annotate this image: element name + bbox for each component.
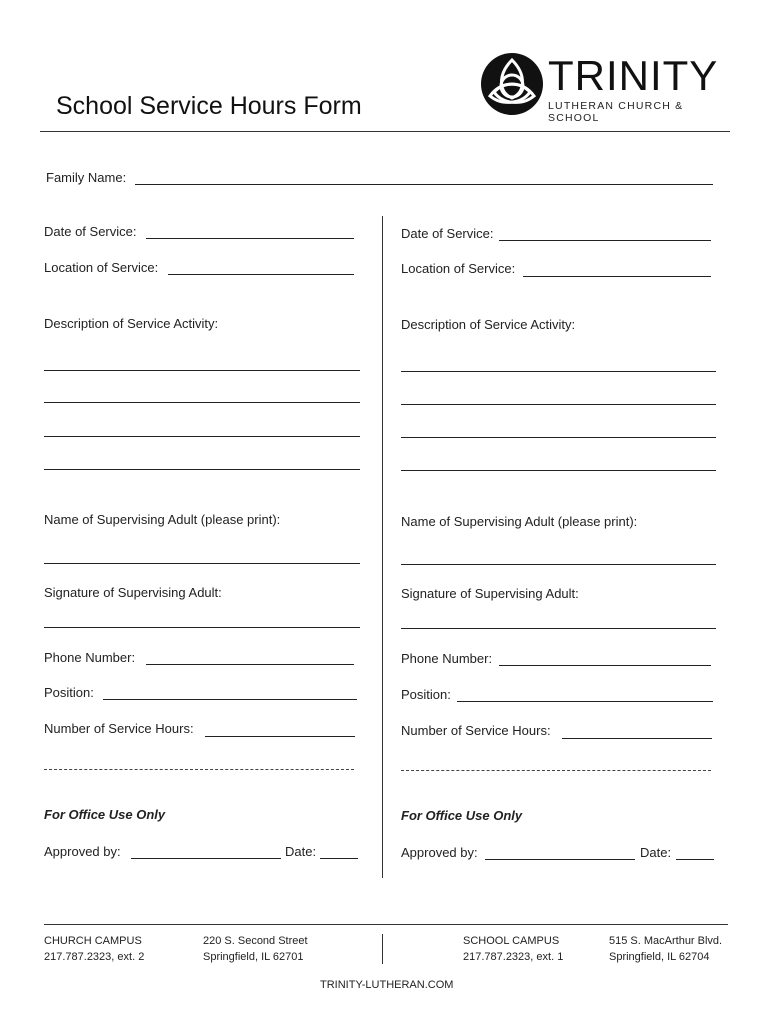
column-divider xyxy=(382,216,383,878)
description-line-4[interactable] xyxy=(401,470,716,471)
church-street: 220 S. Second Street xyxy=(203,935,308,947)
approved-by-label: Approved by: xyxy=(44,844,121,859)
supervisor-name-field[interactable] xyxy=(44,563,360,564)
date-of-service-field[interactable] xyxy=(146,238,354,239)
family-name-field[interactable] xyxy=(135,184,713,185)
header-rule xyxy=(40,131,730,132)
supervisor-signature-label: Signature of Supervising Adult: xyxy=(44,585,222,600)
description-line-1[interactable] xyxy=(401,371,716,372)
date-of-service-label: Date of Service: xyxy=(401,226,494,241)
description-label: Description of Service Activity: xyxy=(401,317,576,332)
trinity-logo xyxy=(480,50,730,124)
trinity-knot-icon xyxy=(480,52,544,116)
approved-by-field[interactable] xyxy=(131,858,281,859)
church-campus-title: CHURCH CAMPUS xyxy=(44,935,142,947)
hours-label: Number of Service Hours: xyxy=(401,723,551,738)
position-label: Position: xyxy=(401,687,451,702)
dashed-separator xyxy=(44,769,354,770)
description-label: Description of Service Activity: xyxy=(44,316,219,331)
supervisor-name-field[interactable] xyxy=(401,564,716,565)
family-name-label: Family Name: xyxy=(46,170,127,185)
logo-wordmark: TRINITY xyxy=(548,52,719,99)
approval-date-field[interactable] xyxy=(320,858,358,859)
footer-divider xyxy=(382,934,383,964)
description-line-1[interactable] xyxy=(44,370,360,371)
school-city: Springfield, IL 62704 xyxy=(609,951,710,963)
location-of-service-field[interactable] xyxy=(523,276,711,277)
school-campus-phone: 217.787.2323, ext. 1 xyxy=(463,951,564,963)
dashed-separator xyxy=(401,770,711,771)
supervisor-signature-field[interactable] xyxy=(44,627,360,628)
approved-by-label: Approved by: xyxy=(401,845,478,860)
approval-date-field[interactable] xyxy=(676,859,714,860)
church-city: Springfield, IL 62701 xyxy=(203,951,304,963)
school-street: 515 S. MacArthur Blvd. xyxy=(609,935,723,947)
phone-field[interactable] xyxy=(499,665,711,666)
school-campus-title: SCHOOL CAMPUS xyxy=(463,935,560,947)
office-use-heading: For Office Use Only xyxy=(44,807,166,822)
church-campus-phone: 217.787.2323, ext. 2 xyxy=(44,951,145,963)
phone-field[interactable] xyxy=(146,664,354,665)
supervisor-signature-field[interactable] xyxy=(401,628,716,629)
date-of-service-field[interactable] xyxy=(499,240,711,241)
description-line-4[interactable] xyxy=(44,469,360,470)
location-of-service-label: Location of Service: xyxy=(401,261,516,276)
phone-label: Phone Number: xyxy=(401,651,493,666)
office-use-heading: For Office Use Only xyxy=(401,808,523,823)
school-campus-block xyxy=(463,933,563,965)
supervisor-name-label: Name of Supervising Adult (please print): xyxy=(401,514,638,529)
description-line-2[interactable] xyxy=(401,404,716,405)
hours-label: Number of Service Hours: xyxy=(44,721,194,736)
approval-date-label: Date: xyxy=(640,845,672,860)
logo-subtitle: LUTHERAN CHURCH & SCHOOL xyxy=(548,100,684,124)
footer-rule xyxy=(44,924,728,925)
phone-label: Phone Number: xyxy=(44,650,136,665)
position-field[interactable] xyxy=(457,701,713,702)
position-field[interactable] xyxy=(103,699,357,700)
hours-field[interactable] xyxy=(205,736,355,737)
church-campus-block xyxy=(44,933,144,965)
hours-field[interactable] xyxy=(562,738,712,739)
description-line-2[interactable] xyxy=(44,402,360,403)
school-address-block xyxy=(609,933,722,965)
church-address-block xyxy=(203,933,308,965)
approval-date-label: Date: xyxy=(285,844,317,859)
position-label: Position: xyxy=(44,685,94,700)
location-of-service-label: Location of Service: xyxy=(44,260,159,275)
location-of-service-field[interactable] xyxy=(168,274,354,275)
date-of-service-label: Date of Service: xyxy=(44,224,137,239)
page-title: School Service Hours Form xyxy=(56,92,362,120)
supervisor-name-label: Name of Supervising Adult (please print): xyxy=(44,512,281,527)
description-line-3[interactable] xyxy=(44,436,360,437)
approved-by-field[interactable] xyxy=(485,859,635,860)
website-link[interactable]: TRINITY-LUTHERAN.COM xyxy=(320,979,454,991)
supervisor-signature-label: Signature of Supervising Adult: xyxy=(401,586,579,601)
description-line-3[interactable] xyxy=(401,437,716,438)
